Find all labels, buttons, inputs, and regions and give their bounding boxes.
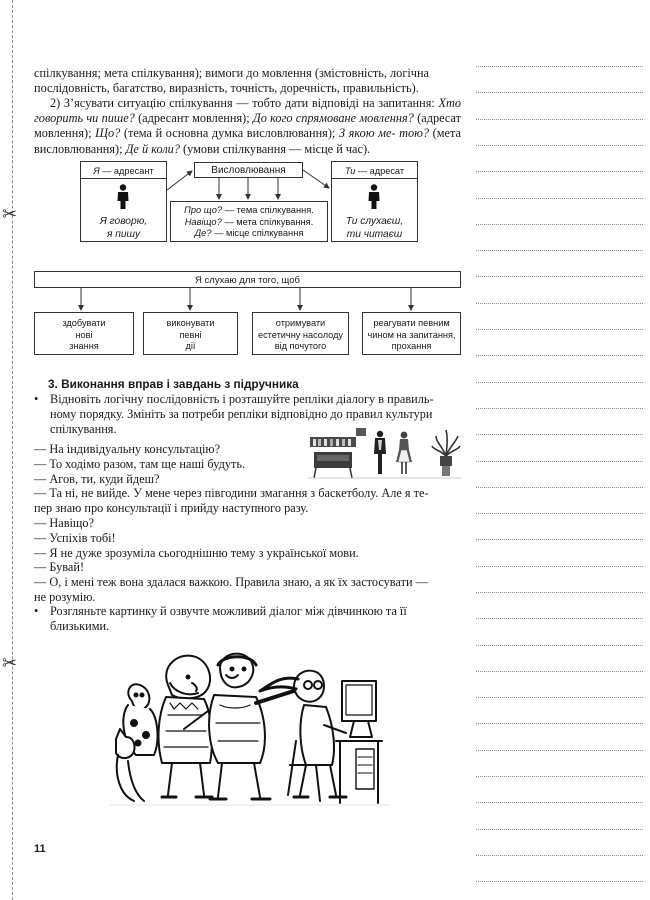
note-line <box>476 408 643 409</box>
detail-place: Де? — місце спілкування <box>194 228 304 239</box>
dialogue-line: — Навіщо? <box>34 515 95 530</box>
bullet: • <box>34 392 39 406</box>
addresser-caption: Я говорю, я пишу <box>99 216 148 240</box>
addressee-caption: Ти слухаєш, ти читаєш <box>345 216 404 240</box>
detail-purpose: Навіщо? — мета спілкування. <box>184 216 314 227</box>
task-2 <box>34 604 461 636</box>
scissors-icon: ✂ <box>2 653 18 674</box>
note-line <box>476 487 643 488</box>
note-line <box>476 723 643 724</box>
note-line <box>476 697 643 698</box>
dialogue-line: — На індивідуальну консультацію? <box>34 442 221 456</box>
question-text: З якою ме- <box>338 126 396 141</box>
note-line <box>476 671 643 672</box>
text-line: близькими. <box>50 619 110 634</box>
listening-goal-box: виконувати певні дії <box>143 312 238 355</box>
utterance-details-box <box>170 201 328 242</box>
detail-topic: Про що? — тема спілкування. <box>184 205 314 215</box>
question-text: тою? <box>399 126 430 141</box>
paragraph-situation <box>34 96 461 157</box>
dialogue-line: — Агов, ти, куди йдеш? <box>34 471 160 486</box>
listening-arrows <box>34 288 461 314</box>
note-line <box>476 776 643 777</box>
note-line <box>476 303 643 304</box>
dialogue <box>34 442 461 605</box>
family-cartoon-illustration <box>110 645 390 825</box>
listening-goal-box: отримувати естетичну насолоду від почутого <box>252 312 349 355</box>
note-line <box>476 250 643 251</box>
dialogue-line: — Я не дуже зрозуміла сьогоднішню тему з української мови. <box>34 545 359 560</box>
answer-text: (умови спілкування — місце й час). <box>179 141 371 156</box>
note-line <box>476 513 643 514</box>
note-line <box>476 355 643 356</box>
note-line <box>476 566 643 567</box>
addressee-header: Ти — адресат <box>344 166 405 176</box>
note-line <box>476 434 643 435</box>
dialogue-line: — То ходімо разом, там ще наші будуть. <box>34 456 246 471</box>
note-line <box>476 750 643 751</box>
note-line <box>476 645 643 646</box>
question-text: До кого спрямоване мовлення? <box>252 111 414 126</box>
listening-header: Я слухаю для того, щоб <box>195 275 300 286</box>
note-line <box>476 802 643 803</box>
answer-text: (адресант мовлення); <box>134 111 253 126</box>
note-line <box>476 592 643 593</box>
listening-header-box <box>34 271 461 288</box>
text-line: Розгляньте картинку й озвучте можливий діалог між дівчинкою та її <box>50 604 407 618</box>
dialogue-line: — Успіхів тобі! <box>34 530 116 545</box>
question-text: Хто говорить чи пише? <box>34 96 461 126</box>
addresser-header: Я — адресант <box>93 166 154 176</box>
dialogue-line: — О, і мені теж вона здалася важкою. Правила знаю, а як їх застосувати — <box>34 575 428 590</box>
bullet: • <box>34 604 39 618</box>
question-text: Що? <box>95 126 121 141</box>
diagram-arrows <box>160 155 430 207</box>
text-line: послідовність, багатство, виразність, точність, доречність, правильність). <box>34 81 419 96</box>
paragraph-intro <box>34 66 461 96</box>
text-line: спілкування. <box>50 422 117 437</box>
note-line <box>476 276 643 277</box>
note-line <box>476 855 643 856</box>
note-line <box>476 329 643 330</box>
note-line <box>476 829 643 830</box>
cut-line <box>12 0 13 900</box>
text-line: Відновіть логічну послідовність і розташуйте репліки діалогу в правиль- <box>50 392 434 406</box>
listening-goal-box: здобувати нові знання <box>34 312 134 355</box>
note-line <box>476 171 643 172</box>
note-line <box>476 539 643 540</box>
utterance-label: Висловлювання <box>211 165 286 176</box>
addresser-box <box>80 161 167 242</box>
answer-text: (адресат мовлення); <box>34 111 461 141</box>
note-line <box>476 198 643 199</box>
answer-text: (мета висловлювання); <box>34 126 461 156</box>
dialogue-line: — Та ні, не вийде. У мене через півгодини змагання з баскетболу. Але я те- <box>34 486 429 501</box>
text-line: спілкування; мета спілкування); вимоги до мовлення (змістовність, логічна <box>34 66 430 80</box>
text-line: ному порядку. Змініть за потреби репліки відповідно до правил культури <box>50 407 433 422</box>
note-line <box>476 66 643 67</box>
note-line <box>476 382 643 383</box>
person-icon <box>116 184 130 210</box>
note-line <box>476 461 643 462</box>
scissors-icon: ✂ <box>2 204 18 225</box>
note-line <box>476 92 643 93</box>
note-line <box>476 224 643 225</box>
note-line <box>476 881 643 882</box>
page-number: 11 <box>34 843 46 855</box>
note-line <box>476 119 643 120</box>
note-line <box>476 618 643 619</box>
note-line <box>476 145 643 146</box>
section-heading: 3. Виконання вправ і завдань з підручника <box>48 377 299 391</box>
dialogue-line: не розумію. <box>34 589 96 604</box>
answer-text: (тема й основна думка висловлювання); <box>120 126 339 141</box>
dialogue-line: пер знаю про консультації і прийду наступного разу. <box>34 501 309 516</box>
question-text: Де й коли? <box>125 141 180 156</box>
text-line: 2) З’ясувати ситуацію спілкування — тобто дати відповіді на запитання: <box>50 96 435 110</box>
dialogue-line: — Бувай! <box>34 560 85 575</box>
listening-goal-box: реагувати певним чином на запитання, прохання <box>362 312 461 355</box>
